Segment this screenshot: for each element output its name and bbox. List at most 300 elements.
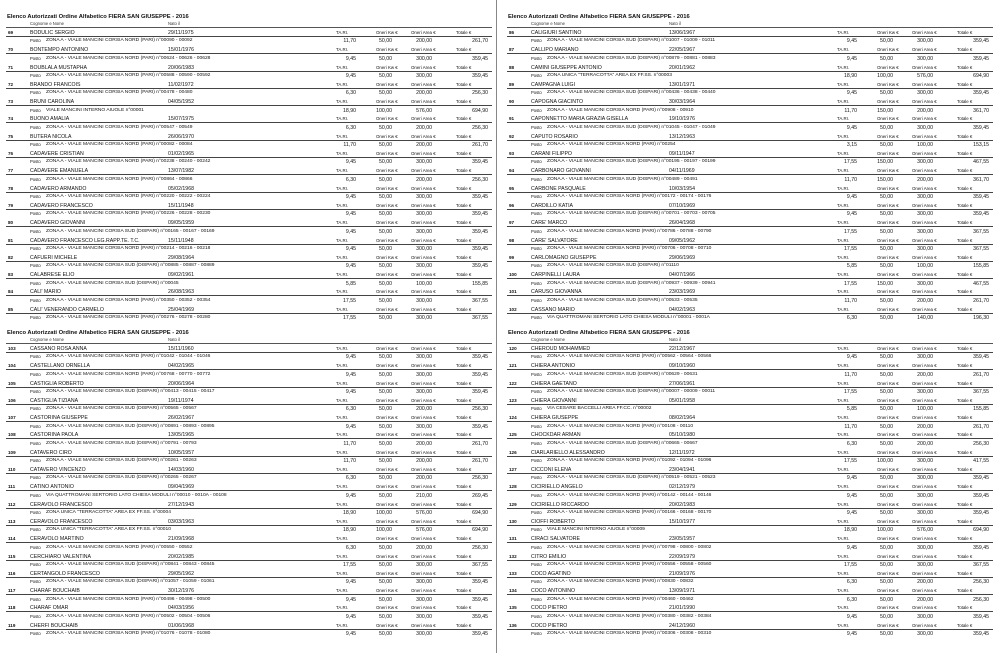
oneri-area-value: 576,00: [416, 107, 432, 114]
totale-label: Totale €: [456, 397, 472, 403]
vendor-entry: [507, 64, 993, 81]
oneri-area-label: Oneri Area €: [411, 432, 436, 438]
entry-number: 75: [8, 133, 14, 139]
tari-value: 17,55: [844, 458, 857, 465]
totale-label: Totale €: [456, 449, 472, 455]
oneri-area-value: 200,00: [416, 38, 432, 45]
stall-location: ZONA A - VIALE MANCINI CORSIA NORD (PARI) n°00238 - 00240 - 00242: [46, 159, 211, 165]
birth-date: 27/06/1961: [669, 380, 695, 387]
tari-value: 9,45: [345, 159, 356, 166]
tari-label: TA.RI.: [837, 116, 850, 122]
vendor-name: CASTORINA GIUSEPPE: [30, 415, 88, 422]
vendor-name: CARE' MARCO: [531, 220, 568, 227]
oneri-kw-label: Oneri Kw €: [376, 47, 398, 53]
entry-detail-row: [6, 55, 492, 63]
oneri-area-label: Oneri Area €: [411, 415, 436, 421]
stall-location: ZONA A - VIALE MANCINI CORSIA SUD (DISPARI) n°00841 - 00843 - 00845: [46, 561, 215, 567]
oneri-kw-value: 50,00: [379, 492, 392, 499]
oneri-kw-value: 50,00: [379, 280, 392, 287]
column-header-name: Cognome e Nome: [30, 337, 64, 342]
entry-main-row: [507, 29, 993, 37]
oneri-kw-value: 50,00: [880, 55, 893, 62]
birth-date: 13/12/1963: [669, 133, 695, 140]
totale-value: 256,30: [472, 90, 488, 97]
entry-main-row: [507, 271, 993, 279]
tari-label: TA.RI.: [837, 272, 850, 278]
birth-date: 04/11/1969: [669, 168, 695, 175]
vendor-name: CHARAF OMAR: [30, 605, 69, 612]
totale-value: 417,55: [973, 458, 989, 465]
totale-label: Totale €: [456, 254, 472, 260]
tari-value: 17,55: [844, 280, 857, 287]
entry-main-row: [507, 535, 993, 543]
vendor-entry: [507, 570, 993, 587]
posto-label: Posto: [531, 596, 542, 602]
totale-value: 261,70: [973, 423, 989, 430]
totale-value: 261,70: [973, 297, 989, 304]
oneri-area-value: 100,00: [917, 142, 933, 149]
vendor-entry: [6, 133, 492, 150]
tari-value: 11,70: [343, 142, 356, 149]
oneri-area-value: 140,00: [917, 315, 933, 322]
posto-label: Posto: [30, 406, 41, 412]
stall-location: ZONA A - VIALE MANCINI CORSIA NORD (PARI) n°00082 - 00084: [46, 142, 193, 148]
oneri-area-value: 300,00: [416, 371, 432, 378]
tari-value: 9,45: [846, 510, 857, 517]
entry-number: 112: [8, 501, 16, 507]
oneri-kw-label: Oneri Kw €: [376, 133, 398, 139]
posto-label: Posto: [531, 631, 542, 637]
entry-main-row: [507, 397, 993, 405]
entry-detail-row: [507, 613, 993, 621]
stall-location: ZONA A - VIALE MANCINI CORSIA NORD (PARI) n°00798 - 00800 - 00802: [547, 544, 712, 550]
posto-label: Posto: [531, 613, 542, 619]
oneri-kw-value: 50,00: [880, 194, 893, 201]
oneri-kw-label: Oneri Kw €: [376, 467, 398, 473]
entry-detail-row: [6, 280, 492, 288]
tari-label: TA.RI.: [837, 501, 850, 507]
entry-number: 123: [509, 397, 517, 403]
entry-number: 94: [509, 168, 515, 174]
oneri-area-value: 100,00: [917, 406, 933, 413]
vendor-name: CAPONNETTO MARIA GRAZIA GISELLA: [531, 116, 629, 123]
tari-label: TA.RI.: [336, 449, 349, 455]
oneri-area-value: 300,00: [416, 579, 432, 586]
birth-date: 09/05/1962: [669, 237, 695, 244]
posto-label: Posto: [531, 55, 542, 61]
totale-label: Totale €: [957, 151, 973, 157]
oneri-kw-label: Oneri Kw €: [877, 536, 899, 542]
vendor-name: CHIERA GAETANO: [531, 380, 577, 387]
stall-location: ZONA A - VIALE MANCINI CORSIA SUD (DISPARI) n°00891 - 00893 - 00895: [46, 423, 215, 429]
posto-label: Posto: [30, 176, 41, 182]
totale-value: 261,70: [973, 371, 989, 378]
posto-label: Posto: [30, 561, 41, 567]
entry-detail-row: [6, 228, 492, 236]
stall-location: VIA CESARE BACCELLI AREA FF.CC. n°00002: [547, 406, 652, 412]
vendor-name: CHIERA ANTONIO: [531, 363, 576, 370]
totale-value: 261,70: [472, 142, 488, 149]
oneri-kw-label: Oneri Kw €: [376, 415, 398, 421]
oneri-kw-value: 50,00: [379, 354, 392, 361]
oneri-kw-label: Oneri Kw €: [376, 272, 398, 278]
totale-value: 359,45: [973, 55, 989, 62]
column-header-name: Cognome e Nome: [531, 337, 565, 342]
tari-label: TA.RI.: [336, 536, 349, 542]
totale-label: Totale €: [957, 363, 973, 369]
oneri-area-value: 300,00: [917, 280, 933, 287]
entry-number: 83: [8, 272, 14, 278]
entry-number: 86: [509, 30, 515, 35]
oneri-kw-value: 50,00: [379, 38, 392, 45]
oneri-area-value: 300,00: [917, 613, 933, 620]
vendor-entry: [6, 81, 492, 98]
oneri-area-label: Oneri Area €: [912, 397, 937, 403]
entry-main-row: [507, 587, 993, 595]
oneri-kw-label: Oneri Kw €: [376, 289, 398, 295]
birth-date: 07/10/1969: [669, 202, 695, 209]
birth-date: 09/10/1960: [669, 363, 695, 370]
entry-detail-row: [6, 371, 492, 379]
entry-main-row: [507, 431, 993, 439]
entry-detail-row: [507, 630, 993, 638]
entry-detail-row: [6, 245, 492, 253]
entry-detail-row: [507, 561, 993, 569]
vendor-name: BOUBLALA MUSTAPHA: [30, 64, 87, 71]
entry-main-row: [6, 115, 492, 123]
vendor-entry: [6, 29, 492, 46]
oneri-kw-label: Oneri Kw €: [376, 64, 398, 70]
oneri-kw-label: Oneri Kw €: [877, 151, 899, 157]
vendor-entry: [6, 46, 492, 63]
stall-location: ZONA A - VIALE MANCINI CORSIA SUD (DISPARI) n°00261 - 00263: [46, 458, 197, 464]
entry-detail-row: [507, 371, 993, 379]
oneri-kw-value: 50,00: [379, 297, 392, 304]
tari-label: TA.RI.: [336, 220, 349, 226]
entry-main-row: [6, 397, 492, 405]
posto-label: Posto: [531, 107, 542, 113]
totale-value: 367,55: [973, 245, 989, 252]
tari-label: TA.RI.: [837, 536, 850, 542]
totale-value: 359,45: [973, 492, 989, 499]
posto-label: Posto: [531, 211, 542, 217]
vendor-name: CICIRIELLO RICCARDO: [531, 501, 589, 508]
totale-value: 359,45: [472, 72, 488, 79]
totale-value: 694,90: [472, 107, 488, 114]
stall-location: ZONA A - VIALE MANCINI CORSIA NORD (PARI) n°00214 - 00216 - 00218: [46, 245, 211, 251]
entry-detail-row: [507, 492, 993, 500]
vendor-entry: [6, 362, 492, 379]
oneri-kw-value: 50,00: [379, 315, 392, 322]
entry-detail-row: [507, 176, 993, 184]
birth-date: 05/10/1980: [669, 432, 695, 439]
totale-label: Totale €: [456, 363, 472, 369]
tari-label: TA.RI.: [336, 47, 349, 53]
stall-location: ZONA A - VIALE MANCINI CORSIA SUD (DISPARI) n°00436 - 00438 - 00440: [547, 90, 716, 96]
oneri-kw-value: 50,00: [880, 228, 893, 235]
oneri-kw-value: 150,00: [877, 159, 893, 166]
oneri-kw-value: 50,00: [379, 475, 392, 482]
tari-value: 5,85: [846, 263, 857, 270]
totale-value: 467,55: [973, 280, 989, 287]
entry-main-row: [507, 466, 993, 474]
totale-value: 359,45: [973, 124, 989, 131]
totale-label: Totale €: [957, 64, 973, 70]
totale-label: Totale €: [957, 605, 973, 611]
vendor-entry: [507, 46, 993, 63]
posto-label: Posto: [30, 579, 41, 585]
totale-value: 155,85: [472, 280, 488, 287]
oneri-kw-value: 50,00: [379, 544, 392, 551]
entry-detail-row: [507, 72, 993, 80]
birth-date: 09/05/1959: [168, 220, 194, 227]
stall-location: ZONA A - VIALE MANCINI CORSIA SUD (DISPARI) n°00629 - 00631: [547, 371, 698, 377]
entry-number: 121: [509, 363, 517, 369]
oneri-area-value: 200,00: [917, 596, 933, 603]
oneri-area-label: Oneri Area €: [912, 254, 937, 260]
entry-detail-row: [507, 405, 993, 413]
vendor-name: CARLOMAGNO GIUSEPPE: [531, 254, 597, 261]
posto-label: Posto: [30, 194, 41, 200]
oneri-area-value: 300,00: [917, 631, 933, 638]
tari-value: 18,90: [343, 510, 356, 517]
birth-date: 27/12/1943: [168, 501, 194, 508]
entry-number: 103: [8, 346, 16, 351]
oneri-area-value: 300,00: [416, 388, 432, 395]
oneri-kw-value: 50,00: [379, 371, 392, 378]
oneri-kw-value: 50,00: [379, 423, 392, 430]
entry-number: 73: [8, 99, 14, 105]
oneri-kw-value: 50,00: [379, 90, 392, 97]
oneri-kw-value: 50,00: [379, 55, 392, 62]
stall-location: ZONA A - VIALE MANCINI CORSIA NORD (PARI) n°00166 - 00168 - 00170: [547, 510, 712, 516]
oneri-kw-value: 50,00: [880, 388, 893, 395]
stall-location: ZONA A - VIALE MANCINI CORSIA SUD (DISPARI) n°00007 - 00009 - 00011: [547, 388, 716, 394]
tari-label: TA.RI.: [336, 272, 349, 278]
column-header-birthdate: Nato il: [669, 337, 681, 342]
totale-value: 256,30: [973, 579, 989, 586]
vendor-entry: [6, 115, 492, 132]
posto-label: Posto: [30, 228, 41, 234]
birth-date: 04/05/1952: [168, 99, 194, 106]
totale-label: Totale €: [456, 133, 472, 139]
oneri-kw-label: Oneri Kw €: [877, 202, 899, 208]
entry-detail-row: [6, 440, 492, 448]
posto-label: Posto: [531, 579, 542, 585]
entry-detail-row: [507, 124, 993, 132]
oneri-kw-value: 50,00: [379, 631, 392, 638]
totale-label: Totale €: [456, 415, 472, 421]
posto-label: Posto: [30, 107, 41, 113]
oneri-kw-label: Oneri Kw €: [376, 484, 398, 490]
oneri-kw-label: Oneri Kw €: [376, 553, 398, 559]
entry-main-row: [6, 604, 492, 612]
entry-number: 122: [509, 380, 517, 386]
entry-detail-row: [507, 423, 993, 431]
stall-location: ZONA A - VIALE MANCINI CORSIA NORD (PARI) n°00220 - 00222 - 00224: [46, 194, 211, 200]
oneri-area-value: 300,00: [917, 388, 933, 395]
tari-label: TA.RI.: [336, 415, 349, 421]
tari-label: TA.RI.: [837, 99, 850, 105]
stall-location: ZONA A - VIALE MANCINI CORSIA NORD (PARI) n°00502 - 00504 - 00506: [46, 613, 211, 619]
oneri-kw-value: 100,00: [877, 458, 893, 465]
vendor-entry: [507, 622, 993, 639]
totale-value: 367,55: [472, 315, 488, 322]
vendor-name: CASSANO MARIO: [531, 306, 575, 313]
totale-label: Totale €: [957, 449, 973, 455]
totale-label: Totale €: [456, 622, 472, 628]
vendor-name: CAMINI GIUSEPPE ANTONIO: [531, 64, 602, 71]
vendor-name: COCO PIETRO: [531, 622, 568, 629]
entry-detail-row: [507, 596, 993, 604]
posto-label: Posto: [30, 245, 41, 251]
vendor-name: BONTEMPO ANTONINO: [30, 47, 89, 54]
birth-date: 20/02/1985: [168, 553, 194, 560]
oneri-kw-value: 100,00: [877, 527, 893, 534]
oneri-area-value: 300,00: [917, 475, 933, 482]
entry-main-row: [507, 414, 993, 422]
birth-date: 09/11/1947: [669, 151, 695, 158]
oneri-area-label: Oneri Area €: [912, 588, 937, 594]
oneri-area-value: 200,00: [416, 124, 432, 131]
tari-value: 6,30: [345, 176, 356, 183]
vendor-entry: [507, 306, 993, 323]
entry-main-row: [507, 518, 993, 526]
entry-detail-row: [507, 210, 993, 218]
oneri-kw-label: Oneri Kw €: [877, 484, 899, 490]
tari-label: TA.RI.: [837, 432, 850, 438]
vendor-name: CICIRIELLO ANGELO: [531, 484, 583, 491]
posto-label: Posto: [30, 297, 41, 303]
totale-value: 359,45: [472, 388, 488, 395]
stall-location: ZONA A - VIALE MANCINI CORSIA NORD (PARI) n°00276 - 00278 - 00280: [46, 315, 211, 321]
oneri-kw-label: Oneri Kw €: [877, 346, 899, 351]
entry-number: 81: [8, 237, 14, 243]
entry-detail-row: [507, 193, 993, 201]
oneri-area-value: 200,00: [917, 176, 933, 183]
oneri-area-label: Oneri Area €: [411, 363, 436, 369]
totale-value: 155,85: [973, 263, 989, 270]
totale-value: 359,45: [973, 38, 989, 45]
posto-label: Posto: [30, 458, 41, 464]
oneri-area-label: Oneri Area €: [411, 449, 436, 455]
entry-number: 109: [8, 449, 16, 455]
vendor-entry: [6, 219, 492, 236]
tari-label: TA.RI.: [837, 133, 850, 139]
posto-label: Posto: [30, 371, 41, 377]
oneri-kw-label: Oneri Kw €: [877, 432, 899, 438]
oneri-area-label: Oneri Area €: [411, 202, 436, 208]
tari-value: 9,45: [345, 245, 356, 252]
totale-value: 359,45: [973, 544, 989, 551]
vendor-entry: [6, 431, 492, 448]
oneri-area-label: Oneri Area €: [411, 237, 436, 243]
entry-detail-row: [6, 578, 492, 586]
posto-label: Posto: [531, 194, 542, 200]
birth-date: 20/02/1983: [669, 501, 695, 508]
oneri-area-label: Oneri Area €: [912, 449, 937, 455]
vendor-name: CERAVOLO FRANCESCO: [30, 501, 93, 508]
oneri-area-label: Oneri Area €: [411, 518, 436, 524]
stall-location: ZONA UNICA "TERRACOTTA" AREA EX FF.SS. n°00010: [46, 527, 171, 533]
oneri-kw-value: 50,00: [880, 354, 893, 361]
oneri-area-label: Oneri Area €: [912, 415, 937, 421]
tari-label: TA.RI.: [336, 116, 349, 122]
page-divider: [496, 0, 497, 653]
oneri-kw-label: Oneri Kw €: [877, 449, 899, 455]
stall-location: ZONA A - VIALE MANCINI CORSIA NORD (PARI) n°00550 - 00552: [46, 544, 193, 550]
vendor-entry: [507, 604, 993, 621]
vendor-name: CARANI FILIPPO: [531, 151, 572, 158]
vendor-name: CIOFFI ROBERTO: [531, 518, 575, 525]
tari-label: TA.RI.: [336, 467, 349, 473]
tari-value: 18,90: [343, 107, 356, 114]
entry-detail-row: [6, 526, 492, 534]
tari-label: TA.RI.: [336, 363, 349, 369]
vendor-entry: [507, 202, 993, 219]
entry-detail-row: [6, 193, 492, 201]
oneri-kw-label: Oneri Kw €: [376, 536, 398, 542]
oneri-kw-value: 50,00: [379, 440, 392, 447]
entry-number: 88: [509, 64, 515, 70]
totale-value: 359,45: [472, 159, 488, 166]
posto-label: Posto: [30, 354, 41, 360]
birth-date: 22/05/1967: [669, 47, 695, 54]
birth-date: 19/10/1976: [669, 116, 695, 123]
totale-value: 694,90: [973, 72, 989, 79]
oneri-area-value: 300,00: [416, 613, 432, 620]
stall-location: ZONA A - VIALE MANCINI CORSIA NORD (PARI) n°00460 - 00462: [547, 596, 694, 602]
tari-label: TA.RI.: [336, 202, 349, 208]
totale-label: Totale €: [456, 64, 472, 70]
tari-label: TA.RI.: [336, 64, 349, 70]
page-1: [6, 14, 492, 330]
oneri-kw-value: 50,00: [379, 176, 392, 183]
entry-main-row: [6, 237, 492, 245]
vendor-name: CHEROUD MOHAMMED: [531, 346, 591, 352]
vendor-entry: [6, 535, 492, 552]
entry-detail-row: [6, 509, 492, 517]
posto-label: Posto: [531, 371, 542, 377]
totale-value: 359,45: [472, 631, 488, 638]
oneri-kw-value: 100,00: [376, 107, 392, 114]
totale-value: 256,30: [472, 176, 488, 183]
birth-date: 13/01/1971: [669, 81, 695, 88]
entry-detail-row: [507, 314, 993, 322]
tari-label: TA.RI.: [837, 306, 850, 312]
oneri-area-label: Oneri Area €: [912, 553, 937, 559]
birth-date: 21/09/1968: [168, 536, 194, 543]
oneri-kw-label: Oneri Kw €: [877, 237, 899, 243]
totale-label: Totale €: [957, 467, 973, 473]
entry-detail-row: [6, 72, 492, 80]
entry-detail-row: [507, 388, 993, 396]
stall-location: ZONA A - VIALE MANCINI CORSIA NORD (PARI) n°00562 - 00564 - 00566: [547, 354, 712, 360]
tari-label: TA.RI.: [336, 605, 349, 611]
stall-location: ZONA A - VIALE MANCINI CORSIA SUD (DISPARI) n°00165 - 00167 - 00169: [46, 228, 215, 234]
oneri-area-value: 300,00: [416, 297, 432, 304]
oneri-area-label: Oneri Area €: [411, 81, 436, 87]
totale-label: Totale €: [456, 553, 472, 559]
vendor-name: CADAVERO FRANCESCO LEG.RAPP.TE. T.C.: [30, 237, 140, 244]
vendor-entry: [6, 449, 492, 466]
entry-number: 118: [8, 605, 16, 611]
oneri-area-label: Oneri Area €: [411, 133, 436, 139]
vendor-name: CALLIPO MARIANO: [531, 47, 579, 54]
oneri-kw-label: Oneri Kw €: [376, 220, 398, 226]
totale-label: Totale €: [957, 306, 973, 312]
tari-label: TA.RI.: [837, 237, 850, 243]
